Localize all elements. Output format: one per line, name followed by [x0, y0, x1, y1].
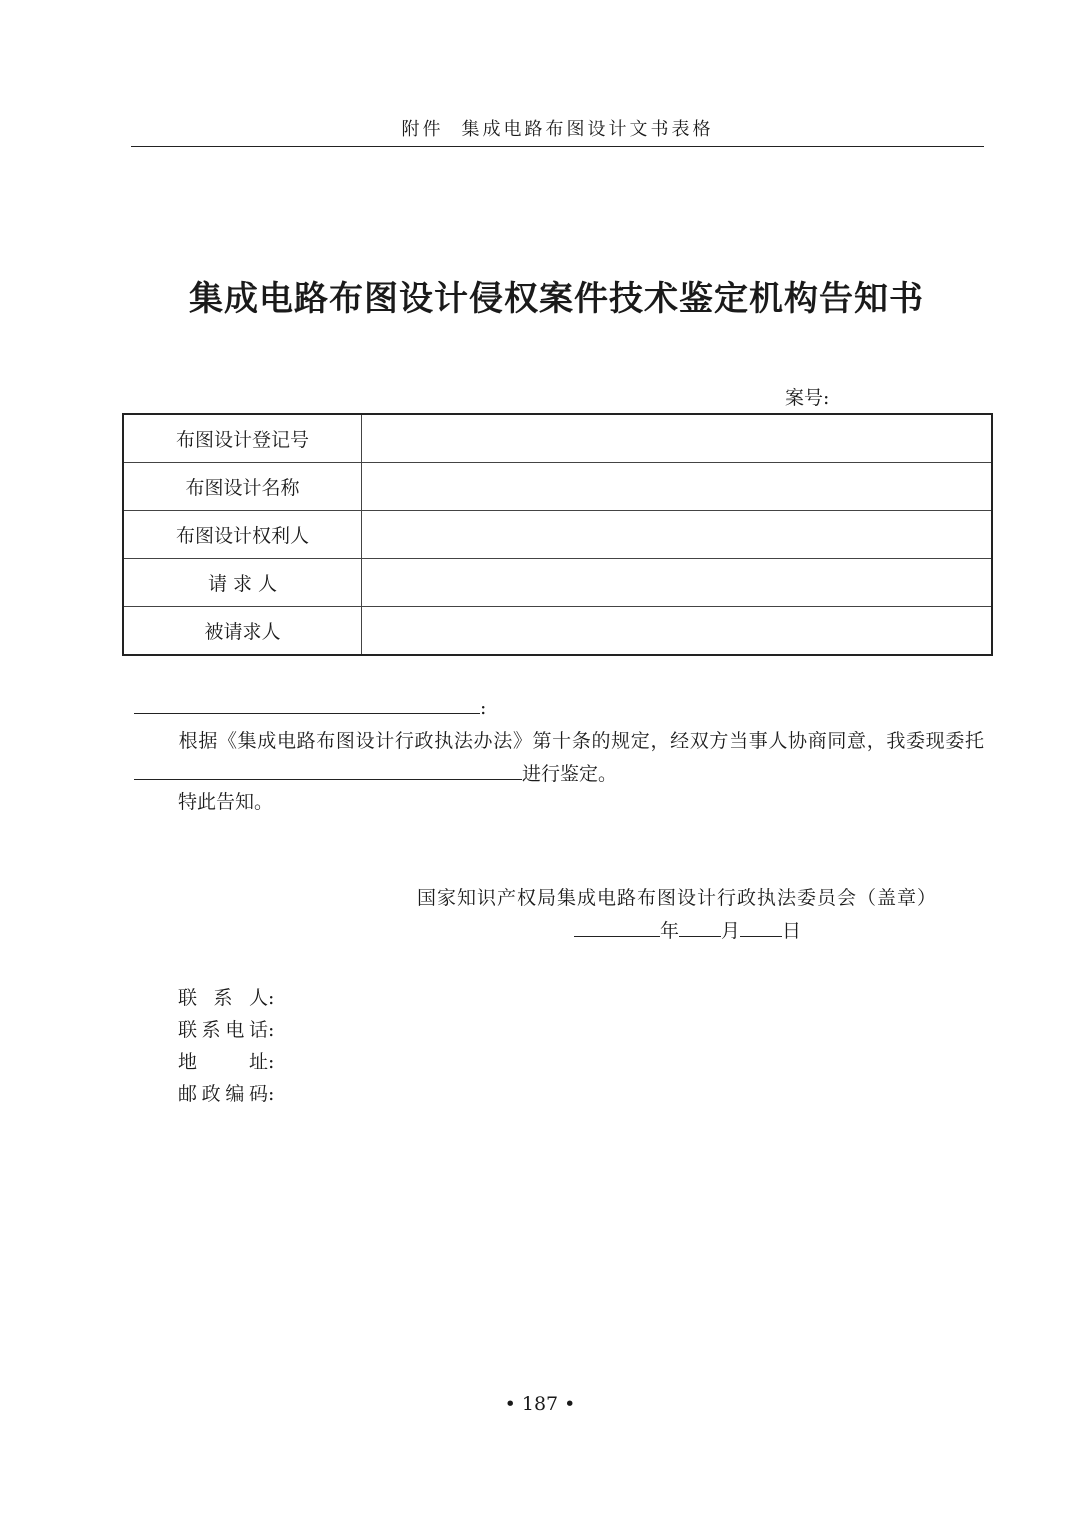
appraisal-institution-blank[interactable]	[134, 757, 522, 780]
running-header	[131, 118, 984, 142]
addressee-line	[134, 693, 486, 721]
page-number: • 187 •	[504, 1393, 576, 1415]
row-value-right-holder[interactable]	[362, 511, 993, 559]
year-blank[interactable]	[574, 916, 660, 937]
year-label: 年	[660, 920, 680, 942]
day-label: 日	[782, 920, 802, 942]
contact-person-label: 联 系 人	[178, 987, 268, 1009]
table-row	[123, 559, 992, 607]
addressee-blank[interactable]	[134, 693, 480, 714]
body-text-before-blank: 根据《集成电路布图设计行政执法办法》第十条的规定，经双方当事人协商同意，我委现委托	[178, 730, 984, 752]
closing-text: 特此告知。	[178, 791, 274, 813]
row-label-requester: 请 求 人	[123, 559, 362, 607]
contact-phone-label: 联系电话	[178, 1019, 268, 1041]
row-value-design-name[interactable]	[362, 463, 993, 511]
month-blank[interactable]	[679, 916, 721, 937]
contact-person-row	[178, 982, 274, 1014]
case-number-label: 案号:	[785, 387, 830, 409]
contact-address-label: 地 址	[178, 1051, 268, 1073]
table-row	[123, 414, 992, 463]
contact-info	[178, 982, 274, 1110]
row-label-right-holder: 布图设计权利人	[123, 511, 362, 559]
case-info-table	[122, 413, 993, 656]
contact-postcode-colon: :	[268, 1083, 275, 1105]
body-text-after-blank: 进行鉴定。	[522, 763, 618, 785]
header-section-title: 集成电路布图设计文书表格	[461, 119, 714, 140]
contact-person-colon: :	[268, 987, 275, 1009]
row-label-registration-no: 布图设计登记号	[123, 414, 362, 463]
row-value-requester[interactable]	[362, 559, 993, 607]
notice-body	[134, 725, 984, 790]
table-row	[123, 463, 992, 511]
row-label-respondent: 被请求人	[123, 607, 362, 656]
contact-address-row	[178, 1046, 274, 1078]
date-line	[574, 916, 801, 944]
header-rule	[131, 146, 984, 147]
table-row	[123, 607, 992, 656]
row-label-design-name: 布图设计名称	[123, 463, 362, 511]
addressee-colon: :	[480, 697, 487, 719]
table-row	[123, 511, 992, 559]
row-value-respondent[interactable]	[362, 607, 993, 656]
contact-postcode-label: 邮政编码	[178, 1083, 268, 1105]
day-blank[interactable]	[740, 916, 782, 937]
row-value-registration-no[interactable]	[362, 414, 993, 463]
contact-phone-colon: :	[268, 1019, 275, 1041]
document-title: 集成电路布图设计侵权案件技术鉴定机构告知书	[189, 279, 924, 319]
issuing-authority: 国家知识产权局集成电路布图设计行政执法委员会（盖章）	[417, 887, 938, 909]
header-section-label: 附件	[401, 119, 444, 140]
contact-address-colon: :	[268, 1051, 275, 1073]
contact-phone-row	[178, 1014, 274, 1046]
month-label: 月	[721, 920, 741, 942]
contact-postcode-row	[178, 1078, 274, 1110]
